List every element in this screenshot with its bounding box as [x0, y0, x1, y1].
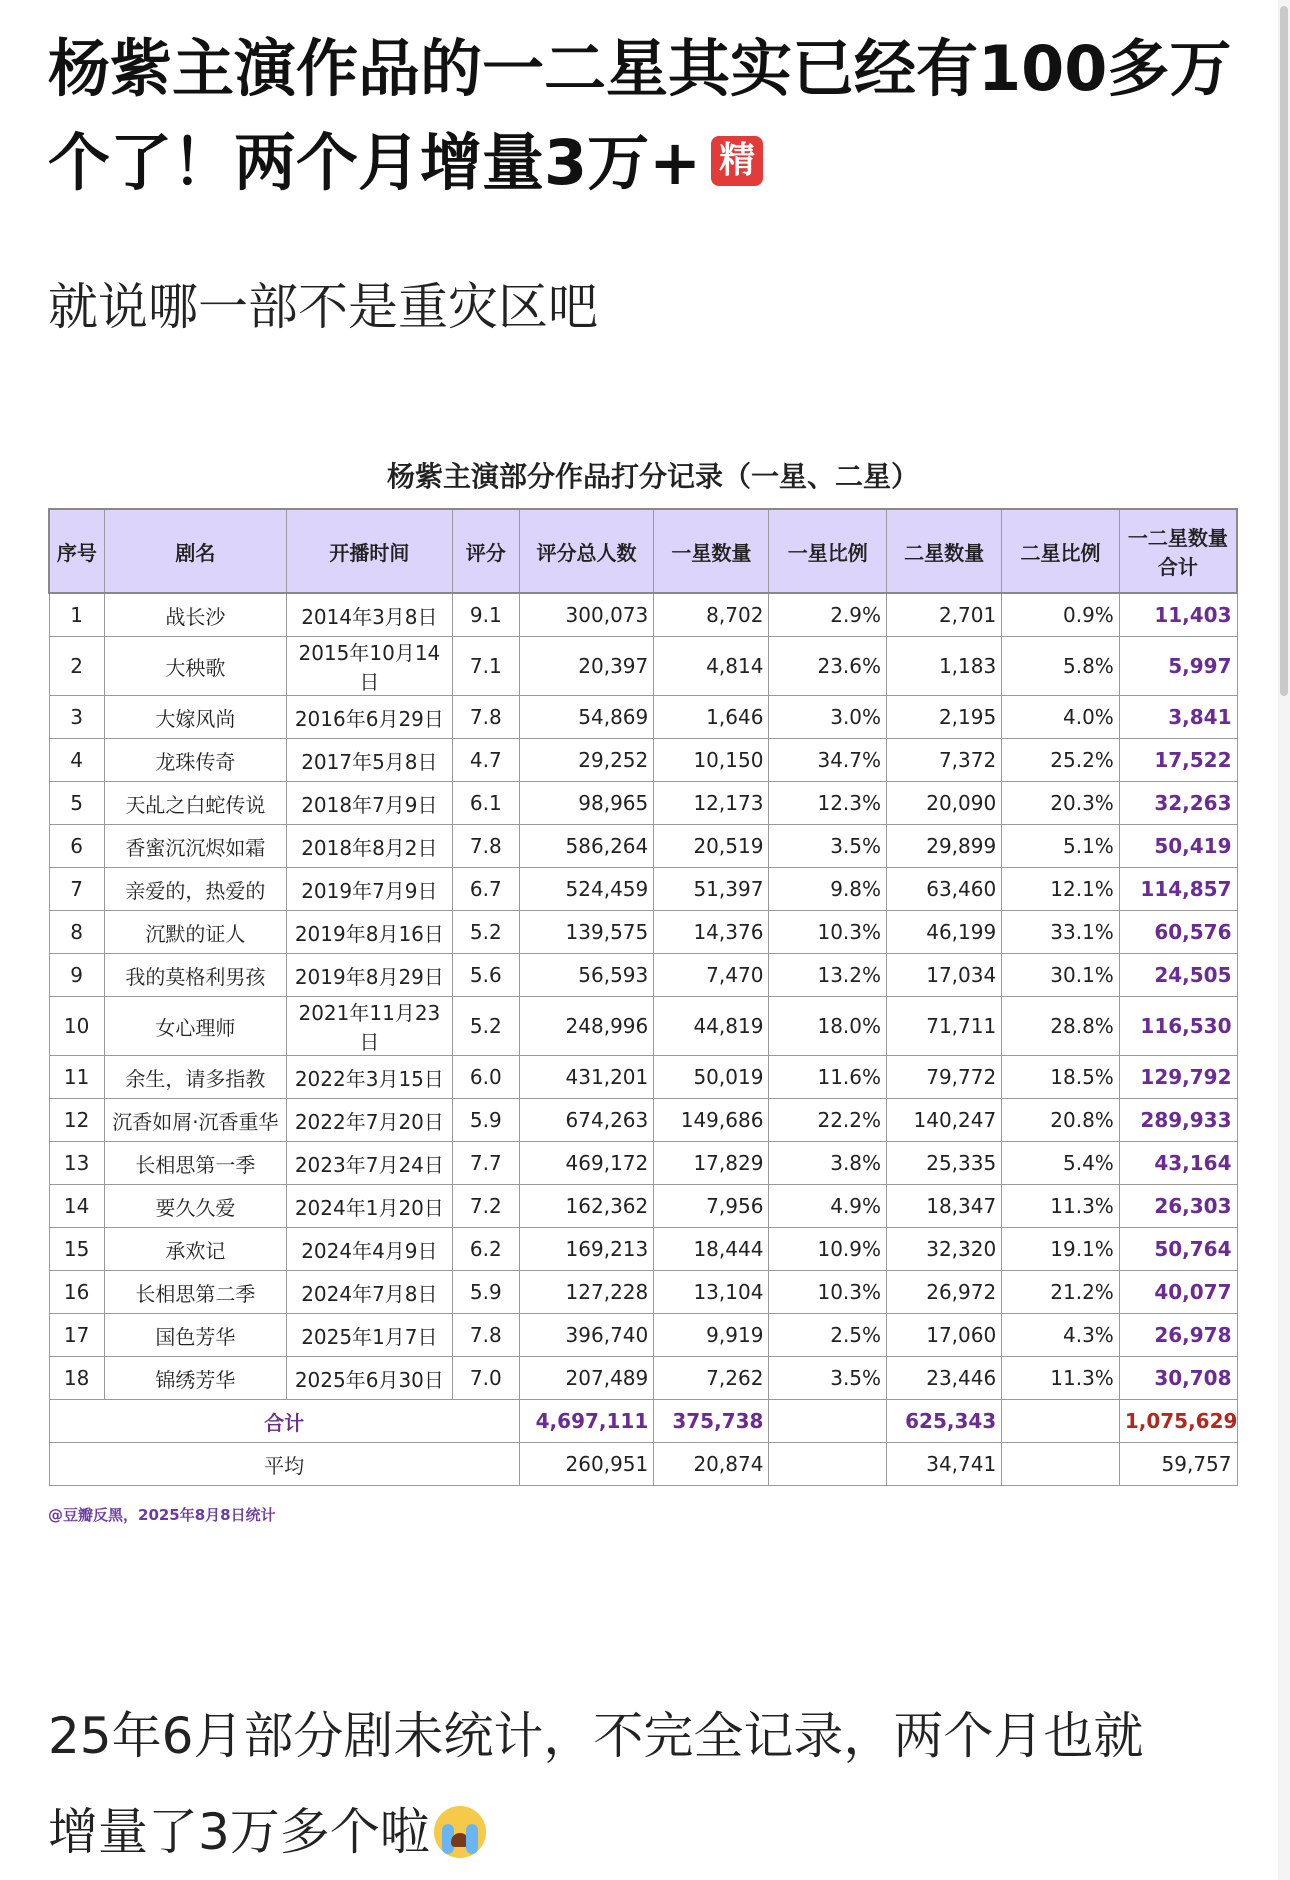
table-cell: 6.7 [452, 868, 519, 911]
table-cell: 586,264 [519, 825, 653, 868]
table-cell: 2024年1月20日 [287, 1185, 453, 1228]
table-cell: 2021年11月23日 [287, 997, 453, 1056]
table-cell: 54,869 [519, 696, 653, 739]
post-body-text: 就说哪一部不是重灾区吧 [48, 278, 598, 336]
table-cell: 长相思第二季 [104, 1271, 286, 1314]
table-cell: 4.0% [1002, 696, 1120, 739]
table-cell: 28.8% [1002, 997, 1120, 1056]
table-cell: 7 [49, 868, 104, 911]
table-cell: 2024年7月8日 [287, 1271, 453, 1314]
table-cell: 396,740 [519, 1314, 653, 1357]
table-cell: 2 [49, 637, 104, 696]
table-cell: 7.8 [452, 825, 519, 868]
table-cell: 3.0% [769, 696, 887, 739]
table-cell: 30,708 [1119, 1357, 1237, 1400]
average-label: 平均 [49, 1443, 519, 1486]
header-cell: 评分总人数 [519, 509, 653, 593]
table-cell: 524,459 [519, 868, 653, 911]
table-cell: 6 [49, 825, 104, 868]
header-cell: 一星数量 [654, 509, 769, 593]
table-cell: 18,347 [887, 1185, 1002, 1228]
table-cell: 5.2 [452, 997, 519, 1056]
table-cell: 4.9% [769, 1185, 887, 1228]
table-cell: 289,933 [1119, 1099, 1237, 1142]
table-cell: 7.7 [452, 1142, 519, 1185]
table-cell: 15 [49, 1228, 104, 1271]
table-cell: 1 [49, 593, 104, 637]
table-cell: 5.1% [1002, 825, 1120, 868]
table-cell: 114,857 [1119, 868, 1237, 911]
table-cell: 34.7% [769, 739, 887, 782]
table-cell: 24,505 [1119, 954, 1237, 997]
table-cell: 431,201 [519, 1056, 653, 1099]
table-cell: 79,772 [887, 1056, 1002, 1099]
table-cell: 5.9 [452, 1099, 519, 1142]
table-cell: 18.0% [769, 997, 887, 1056]
average-one-star: 20,874 [654, 1443, 769, 1486]
total-sum: 1,075,629 [1119, 1400, 1237, 1443]
table-cell: 沉香如屑·沉香重华 [104, 1099, 286, 1142]
table-cell: 26,978 [1119, 1314, 1237, 1357]
table-cell: 天乩之白蛇传说 [104, 782, 286, 825]
table-cell: 56,593 [519, 954, 653, 997]
table-cell: 5,997 [1119, 637, 1237, 696]
table-cell: 7.2 [452, 1185, 519, 1228]
table-cell: 4,814 [654, 637, 769, 696]
table-cell: 162,362 [519, 1185, 653, 1228]
table-cell: 3.5% [769, 1357, 887, 1400]
table-cell: 10,150 [654, 739, 769, 782]
footer-line-2-text: 增量了3万多个啦 [48, 1803, 430, 1861]
table-cell: 2023年7月24日 [287, 1142, 453, 1185]
table-cell: 4.7 [452, 739, 519, 782]
average-two-star: 34,741 [887, 1443, 1002, 1486]
table-cell: 469,172 [519, 1142, 653, 1185]
total-row [49, 1400, 1237, 1443]
table-cell: 20,090 [887, 782, 1002, 825]
table-cell: 3,841 [1119, 696, 1237, 739]
table-cell: 2024年4月9日 [287, 1228, 453, 1271]
header-cell: 二星比例 [1002, 509, 1120, 593]
table-cell: 2016年6月29日 [287, 696, 453, 739]
table-cell: 17,034 [887, 954, 1002, 997]
table-cell: 10.9% [769, 1228, 887, 1271]
table-cell: 50,019 [654, 1056, 769, 1099]
table-cell: 127,228 [519, 1271, 653, 1314]
table-cell: 11.3% [1002, 1357, 1120, 1400]
featured-badge: 精 [711, 136, 763, 186]
average-sum: 59,757 [1119, 1443, 1237, 1486]
average-raters: 260,951 [519, 1443, 653, 1486]
table-cell: 29,899 [887, 825, 1002, 868]
table-cell: 7,372 [887, 739, 1002, 782]
table-cell: 0.9% [1002, 593, 1120, 637]
table-cell: 19.1% [1002, 1228, 1120, 1271]
table-cell: 2019年8月16日 [287, 911, 453, 954]
table-row [49, 1271, 1237, 1314]
average-row [49, 1443, 1237, 1486]
table-cell: 7,262 [654, 1357, 769, 1400]
table-row [49, 1314, 1237, 1357]
table-cell: 32,263 [1119, 782, 1237, 825]
table-cell: 5.8% [1002, 637, 1120, 696]
table-cell: 300,073 [519, 593, 653, 637]
table-cell: 10.3% [769, 1271, 887, 1314]
table-cell: 29,252 [519, 739, 653, 782]
table-cell: 7.8 [452, 1314, 519, 1357]
table-cell: 1,183 [887, 637, 1002, 696]
table-cell: 25.2% [1002, 739, 1120, 782]
table-cell: 龙珠传奇 [104, 739, 286, 782]
table-cell: 5.4% [1002, 1142, 1120, 1185]
table-cell: 1,646 [654, 696, 769, 739]
table-cell: 20.3% [1002, 782, 1120, 825]
table-cell: 10 [49, 997, 104, 1056]
table-cell: 5.2 [452, 911, 519, 954]
table-cell: 18.5% [1002, 1056, 1120, 1099]
table-cell: 12 [49, 1099, 104, 1142]
table-cell: 129,792 [1119, 1056, 1237, 1099]
table-cell: 8,702 [654, 593, 769, 637]
table-cell: 战长沙 [104, 593, 286, 637]
table-cell: 余生，请多指教 [104, 1056, 286, 1099]
table-row [49, 1228, 1237, 1271]
table-cell: 23.6% [769, 637, 887, 696]
table-cell: 6.0 [452, 1056, 519, 1099]
table-cell: 14 [49, 1185, 104, 1228]
table-cell: 30.1% [1002, 954, 1120, 997]
table-row [49, 911, 1237, 954]
table-cell: 4 [49, 739, 104, 782]
scrollbar-thumb[interactable] [1280, 6, 1288, 696]
header-cell: 评分 [452, 509, 519, 593]
table-image [48, 452, 1238, 1525]
table-cell: 5.9 [452, 1271, 519, 1314]
table-cell: 50,419 [1119, 825, 1237, 868]
table-cell: 7,956 [654, 1185, 769, 1228]
table-cell: 7,470 [654, 954, 769, 997]
table-cell: 207,489 [519, 1357, 653, 1400]
table-cell: 32,320 [887, 1228, 1002, 1271]
table-cell: 16 [49, 1271, 104, 1314]
table-row [49, 1142, 1237, 1185]
header-cell: 剧名 [104, 509, 286, 593]
table-cell: 7.1 [452, 637, 519, 696]
table-cell: 9.8% [769, 868, 887, 911]
table-header-row [49, 509, 1237, 593]
table-cell: 女心理师 [104, 997, 286, 1056]
total-one-star: 375,738 [654, 1400, 769, 1443]
table-cell: 2015年10月14日 [287, 637, 453, 696]
table-cell: 18 [49, 1357, 104, 1400]
table-cell: 要久久爱 [104, 1185, 286, 1228]
table-cell: 2017年5月8日 [287, 739, 453, 782]
table-cell: 2.5% [769, 1314, 887, 1357]
post-title-text: 杨紫主演作品的一二星其实已经有100多万个了！两个月增量3万+ [48, 32, 1232, 199]
table-cell: 6.2 [452, 1228, 519, 1271]
table-cell: 7.0 [452, 1357, 519, 1400]
table-cell: 17 [49, 1314, 104, 1357]
table-cell: 11.6% [769, 1056, 887, 1099]
table-row [49, 696, 1237, 739]
table-cell: 51,397 [654, 868, 769, 911]
table-cell: 亲爱的，热爱的 [104, 868, 286, 911]
table-cell: 9 [49, 954, 104, 997]
table-cell: 2019年8月29日 [287, 954, 453, 997]
table-cell: 沉默的证人 [104, 911, 286, 954]
table-cell: 2018年7月9日 [287, 782, 453, 825]
table-cell: 248,996 [519, 997, 653, 1056]
table-cell: 26,972 [887, 1271, 1002, 1314]
table-cell: 169,213 [519, 1228, 653, 1271]
table-cell: 2,701 [887, 593, 1002, 637]
table-cell: 3 [49, 696, 104, 739]
footer-line-2 [48, 1784, 1248, 1880]
table-cell: 18,444 [654, 1228, 769, 1271]
total-raters: 4,697,111 [519, 1400, 653, 1443]
source-note: @豆瓣反黑，2025年8月8日统计 [48, 1506, 276, 1524]
footer-line-1: 25年6月部分剧未统计，不完全记录，两个月也就 [48, 1707, 1144, 1765]
table-cell: 11,403 [1119, 593, 1237, 637]
table-row [49, 739, 1237, 782]
table-cell: 40,077 [1119, 1271, 1237, 1314]
table-cell: 承欢记 [104, 1228, 286, 1271]
table-cell: 17,522 [1119, 739, 1237, 782]
table-cell: 14,376 [654, 911, 769, 954]
table-cell: 50,764 [1119, 1228, 1237, 1271]
table-cell: 63,460 [887, 868, 1002, 911]
table-cell: 长相思第一季 [104, 1142, 286, 1185]
table-cell: 11 [49, 1056, 104, 1099]
table-row [49, 954, 1237, 997]
table-cell: 25,335 [887, 1142, 1002, 1185]
table-cell: 锦绣芳华 [104, 1357, 286, 1400]
table-cell: 2025年6月30日 [287, 1357, 453, 1400]
table-cell: 4.3% [1002, 1314, 1120, 1357]
table-cell: 2025年1月7日 [287, 1314, 453, 1357]
table-row [49, 997, 1237, 1056]
table-cell: 149,686 [654, 1099, 769, 1142]
table-cell: 2022年7月20日 [287, 1099, 453, 1142]
table-cell: 46,199 [887, 911, 1002, 954]
table-cell: 12,173 [654, 782, 769, 825]
header-cell: 开播时间 [287, 509, 453, 593]
table-cell: 5 [49, 782, 104, 825]
ratings-table [48, 508, 1238, 1486]
table-cell: 大秧歌 [104, 637, 286, 696]
table-cell: 2014年3月8日 [287, 593, 453, 637]
table-body [49, 593, 1237, 1400]
table-cell: 33.1% [1002, 911, 1120, 954]
header-cell: 一二星数量合计 [1119, 509, 1237, 593]
table-row [49, 1357, 1237, 1400]
table-cell: 3.8% [769, 1142, 887, 1185]
header-cell: 一星比例 [769, 509, 887, 593]
table-cell: 13.2% [769, 954, 887, 997]
table-cell: 2.9% [769, 593, 887, 637]
table-cell: 2019年7月9日 [287, 868, 453, 911]
table-cell: 我的莫格利男孩 [104, 954, 286, 997]
total-label: 合计 [49, 1400, 519, 1443]
table-cell: 71,711 [887, 997, 1002, 1056]
table-title: 杨紫主演部分作品打分记录（一星、二星） [386, 460, 919, 493]
table-cell: 139,575 [519, 911, 653, 954]
table-cell: 13 [49, 1142, 104, 1185]
table-cell: 13,104 [654, 1271, 769, 1314]
table-cell: 12.3% [769, 782, 887, 825]
table-cell: 2018年8月2日 [287, 825, 453, 868]
table-cell: 23,446 [887, 1357, 1002, 1400]
table-cell: 大嫁风尚 [104, 696, 286, 739]
table-row [49, 1056, 1237, 1099]
table-row [49, 1185, 1237, 1228]
table-cell: 国色芳华 [104, 1314, 286, 1357]
table-row [49, 782, 1237, 825]
table-cell: 22.2% [769, 1099, 887, 1142]
table-cell: 43,164 [1119, 1142, 1237, 1185]
table-row [49, 825, 1237, 868]
table-cell: 6.1 [452, 782, 519, 825]
header-cell: 序号 [49, 509, 104, 593]
scrollbar[interactable] [1278, 0, 1290, 1880]
header-cell: 二星数量 [887, 509, 1002, 593]
table-cell: 2022年3月15日 [287, 1056, 453, 1099]
table-cell: 香蜜沉沉烬如霜 [104, 825, 286, 868]
table-cell: 21.2% [1002, 1271, 1120, 1314]
table-cell: 20.8% [1002, 1099, 1120, 1142]
table-cell: 44,819 [654, 997, 769, 1056]
table-row [49, 1099, 1237, 1142]
table-cell: 20,519 [654, 825, 769, 868]
table-cell: 26,303 [1119, 1185, 1237, 1228]
table-row [49, 868, 1237, 911]
table-cell: 11.3% [1002, 1185, 1120, 1228]
post-title [48, 22, 1248, 210]
table-cell: 17,060 [887, 1314, 1002, 1357]
table-cell: 8 [49, 911, 104, 954]
table-cell: 10.3% [769, 911, 887, 954]
table-cell: 60,576 [1119, 911, 1237, 954]
table-cell: 9,919 [654, 1314, 769, 1357]
table-cell: 5.6 [452, 954, 519, 997]
table-row [49, 637, 1237, 696]
table-cell: 116,530 [1119, 997, 1237, 1056]
post-footer-text [48, 1688, 1248, 1880]
table-cell: 98,965 [519, 782, 653, 825]
crying-face-icon [434, 1806, 486, 1858]
table-cell: 3.5% [769, 825, 887, 868]
table-cell: 2,195 [887, 696, 1002, 739]
table-row [49, 593, 1237, 637]
table-cell: 7.8 [452, 696, 519, 739]
table-cell: 140,247 [887, 1099, 1002, 1142]
table-cell: 9.1 [452, 593, 519, 637]
table-cell: 20,397 [519, 637, 653, 696]
total-two-star: 625,343 [887, 1400, 1002, 1443]
table-cell: 12.1% [1002, 868, 1120, 911]
table-cell: 17,829 [654, 1142, 769, 1185]
table-cell: 674,263 [519, 1099, 653, 1142]
